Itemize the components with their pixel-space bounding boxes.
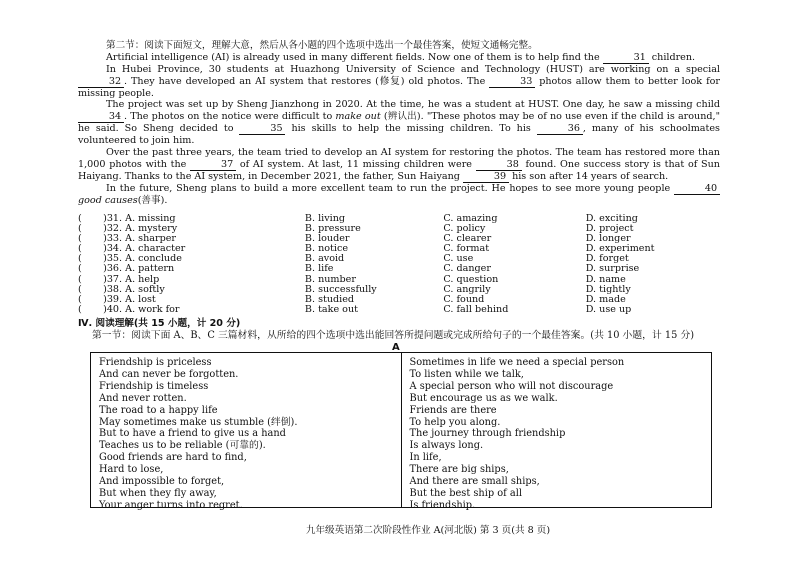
blank-40: 40	[674, 184, 720, 195]
poem-line: Friendship is timeless	[99, 380, 209, 392]
blank-37: 37	[190, 160, 236, 171]
poem-line: Is always long.	[409, 440, 484, 452]
option-row-33: ( )33. A. sharper B. louder C. clearer D. longer	[78, 233, 631, 245]
option-row-34: ( )34. A. character B. notice C. format D. experiment	[78, 243, 655, 255]
poem-line: There are big ships,	[409, 464, 509, 476]
poem-right-column	[402, 353, 712, 511]
poem-line: Hard to lose,	[99, 464, 164, 476]
option-row-37: ( )37. A. help B. number C. question D. name	[78, 273, 626, 285]
poem-line: Sometimes in life we need a special person	[409, 357, 625, 368]
blank-38: 38	[476, 160, 522, 171]
option-row-35: ( )35. A. conclude B. avoid C. use D. forget	[78, 253, 629, 265]
cloze-options	[78, 214, 728, 315]
paragraph-4: Over the past three years, the team tried to develop an AI system for restoring the photos. The team has restored more than 1,000 photos with the 37 of AI system. At last, 11 missing children were 38 found. One success story is that of Sun Haiyang. Thanks to the AI system, in December 2021, the father, Sun Haiyang 39 his son after 14 years of search.	[78, 146, 720, 182]
poem-line: Good friends are hard to find,	[99, 452, 247, 464]
passage-label-a: A	[392, 342, 400, 353]
poem-line: And can never be forgotten.	[99, 368, 239, 380]
paragraph-3: The project was set up by Sheng Jianzhong in 2020. At the time, he was a student at HUST. One day, he saw a missing child 34 . The photos on the notice were difficult to make out (辨认出). "These photos may be of no use even if the child is around," he said. So Sheng decided to 35 his skills to help the missing children. To his 36 , many of his schoolmates volunteered to join him.	[78, 99, 720, 146]
section-instruction: 第一节：阅读下面 A、B、C 三篇材料，从所给的四个选项中选出能回答所提问题或完成所给句子的一个最佳答案。(共 10 小题，计 15 分)	[92, 330, 695, 341]
option-row-36: ( )36. A. pattern B. life C. danger D. surprise	[78, 263, 640, 275]
cloze-passage	[78, 40, 720, 206]
poem-box	[90, 352, 712, 511]
blank-39: 39	[463, 172, 509, 183]
poem-line: The road to a happy life	[99, 404, 218, 416]
poem-line: Friends are there	[409, 404, 497, 416]
blank-36: 36	[537, 124, 583, 135]
poem-left-column	[91, 353, 402, 511]
blank-34: 34	[78, 112, 124, 123]
poem-line: And impossible to forget,	[99, 476, 225, 488]
poem-line: May sometimes make us stumble (绊倒).	[99, 416, 298, 428]
blank-35: 35	[239, 124, 285, 135]
poem-line: But when they fly away,	[99, 487, 217, 499]
blank-31: 31	[603, 53, 649, 64]
option-row-31: ( )31. A. missing B. living C. amazing D. exciting	[78, 213, 638, 224]
paragraph-1: Artificial intelligence (AI) is already used in many different fields. Now one of them is to help find the 31 children.	[106, 51, 696, 63]
blank-32: 32	[78, 77, 124, 88]
poem-line: To listen while we talk,	[409, 368, 524, 380]
poem-line: Your anger turns into regret.	[99, 499, 243, 511]
paragraph-2: In Hubei Province, 30 students at Huazhong University of Science and Technology (HUST) are working on a special 32 . They have developed an AI system that restores (修复) old photos. The 33 photos allow them to better look for missing people.	[78, 63, 720, 99]
section-heading: Ⅳ. 阅读理解(共 15 小题，计 20 分)	[78, 318, 241, 329]
option-row-39: ( )39. A. lost B. studied C. found D. made	[78, 293, 626, 305]
poem-line: Teaches us to be reliable (可靠的).	[99, 440, 266, 452]
poem-line: But the best ship of all	[409, 487, 522, 499]
option-row-38: ( )38. A. softly B. successfully C. angrily D. tightly	[78, 283, 631, 295]
option-row-40: ( )40. A. work for B. take out C. fall behind D. use up	[78, 303, 632, 315]
poem-line: And there are small ships,	[409, 476, 540, 488]
poem-line: A special person who will not discourage	[409, 380, 614, 392]
cloze-instruction: 第二节：阅读下面短文，理解大意，然后从各小题的四个选项中选出一个最佳答案，使短文通畅完整。	[106, 40, 538, 51]
poem-line: But to have a friend to give us a hand	[99, 428, 286, 440]
poem-line: Friendship is priceless	[99, 357, 212, 368]
poem-line: The journey through friendship	[409, 428, 566, 440]
blank-33: 33	[489, 77, 535, 88]
poem-line: And never rotten.	[99, 392, 187, 404]
page-footer: 九年级英语第二次阶段性作业 A(河北版) 第 3 页(共 8 页)	[305, 525, 551, 536]
paragraph-5: In the future, Sheng plans to build a more excellent team to run the project. He hopes to see more young people 40 good causes(善事).	[78, 183, 720, 207]
option-row-32: ( )32. A. mystery B. pressure C. policy D. project	[78, 223, 634, 235]
poem-line: But encourage us as we walk.	[409, 392, 558, 404]
reading-section	[78, 318, 718, 342]
poem-line: To help you along.	[409, 416, 501, 428]
poem-line: In life,	[409, 452, 442, 464]
poem-line: Is friendship.	[409, 499, 476, 511]
